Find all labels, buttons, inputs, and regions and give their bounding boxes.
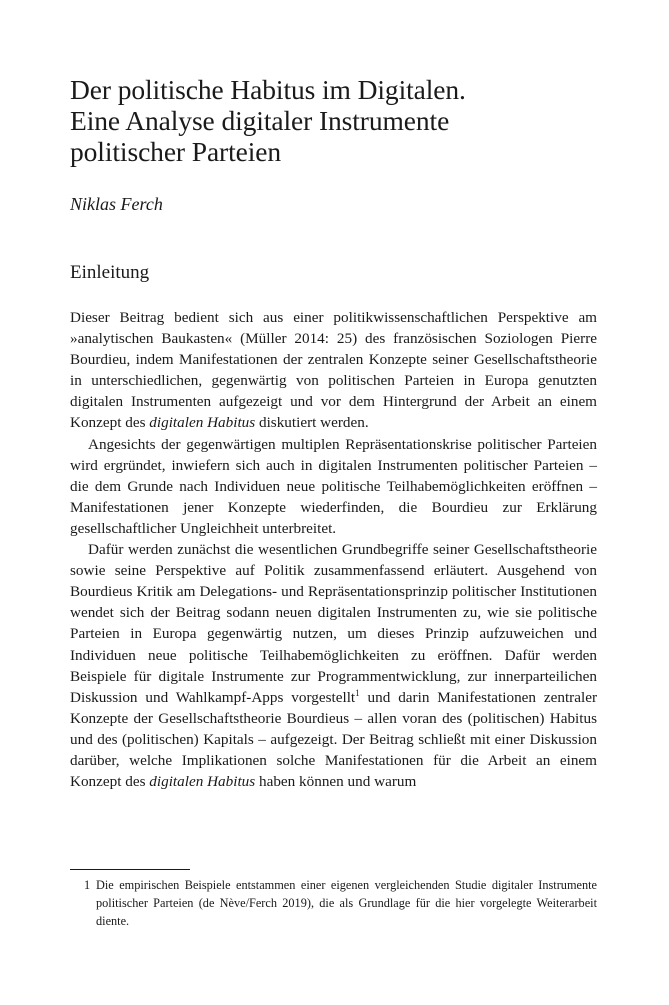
footnote-number: 1 — [84, 878, 91, 892]
paragraph-2: Angesichts der gegenwärtigen multiplen Repräsentationskrise politischer Parteien wird ergründet, inwiefern sich auch in digitalen Instrumenten politischer Parteien – die dem Grunde nach Individuen neue politische Teilhabemöglichkeiten eröffnen – Manifestationen jener Konzepte wiederfinden, die Bourdieu zur Erklärung gesellschaftlicher Ungleichheit unterbreitet. — [70, 435, 597, 537]
paragraph-3-text-a: Dafür werden zunächst die wesentlichen Grundbegriffe seiner Gesellschaftstheorie sowie seine Perspektive auf Politik zusammenfassend erläutert. Ausgehend von Bourdieus Kritik am Delegations- und Repräsentationsprinzip politischer Institutionen wendet sich der Beitrag sodann neuen digitalen Instrumenten zu, wie sie politische Parteien in Europa gegenwärtig nutzen, um dieses Prinzip aufzuweichen und Individuen neue politische Teilhabemöglichkeiten zu eröffnen. Dafür werden Beispiele für digitale Instrumente zur Programmentwicklung, zur innerparteilichen Diskussion und Wahlkampf-Apps vorgestellt — [70, 541, 597, 706]
paragraph-3-emphasis: digitalen Habitus — [149, 773, 256, 791]
paragraph-1-text-a: Dieser Beitrag bedient sich aus einer politikwissenschaftlichen Perspektive am »analytischen Baukasten« (Müller 2014: 25) des französischen Soziologen Pierre Bourdieu, indem Manifestationen der zentralen Konzepte seiner Gesellschaftstheorie in unterschiedlichen, gegenwärtig von politischen Parteien in Europa genutzten digitalen Instrumenten aufgezeigt und vor dem Hintergrund der Arbeit an einem Konzept des — [70, 309, 597, 432]
page-content — [70, 74, 597, 792]
paragraph-1-emphasis: digitalen Habitus — [149, 414, 256, 432]
paragraph-3-text-b: und darin Manifestationen zentraler Konzepte der Gesellschaftstheorie Bourdieus – allen voran des (politischen) Habitus und des (politischen) Kapitals – aufgezeigt. Der Beitrag schließt mit einer Diskussion darüber, welche Implikationen solche Manifestationen für die Arbeit an einem Konzept des — [70, 688, 597, 791]
author-name: Niklas Ferch — [70, 194, 163, 214]
footnote-divider — [70, 869, 190, 870]
paragraph-3 — [70, 539, 597, 792]
footnote-reference[interactable]: 1 — [355, 687, 360, 698]
body-text — [70, 307, 597, 792]
paragraph-1 — [70, 307, 597, 434]
footnote-text: Die empirischen Beispiele entstammen einer eigenen vergleichenden Studie digitaler Instrumente politischer Parteien (de Nève/Ferch 2019), die als Grundlage für die hier vorgelegte Weiterarbeit diente. — [96, 878, 597, 928]
title-line-1: Der politische Habitus im Digitalen. — [70, 74, 466, 105]
footnote — [70, 876, 597, 930]
section-heading: Einleitung — [70, 262, 150, 283]
paragraph-3-text-c: haben können und warum — [255, 773, 417, 791]
paragraph-1-text-b: diskutiert werden. — [255, 414, 369, 432]
article-title — [70, 74, 597, 167]
title-line-2: Eine Analyse digitaler Instrumente — [70, 105, 450, 136]
title-line-3: politischer Parteien — [70, 136, 282, 167]
